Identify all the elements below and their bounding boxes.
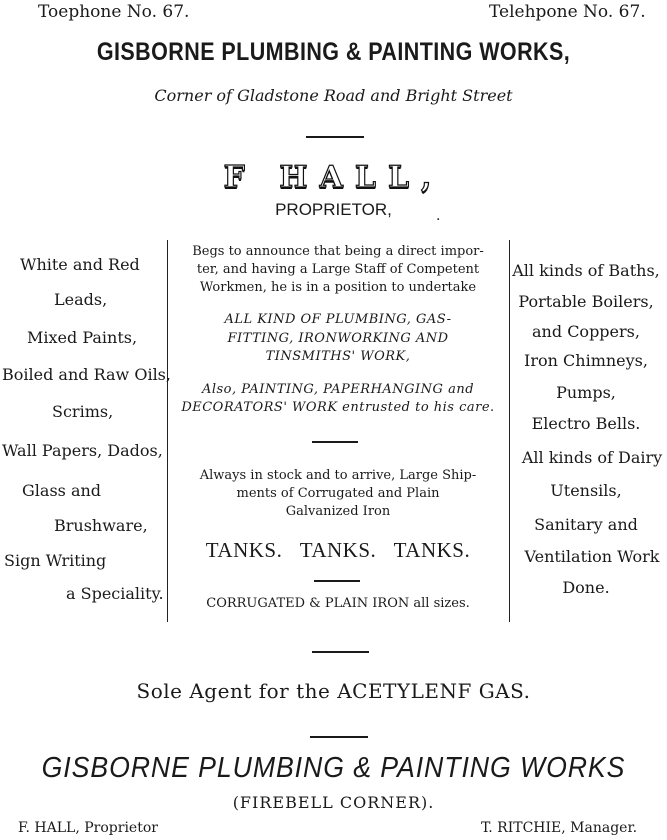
left-item: White and Red — [20, 255, 140, 274]
telephone-left: Toephonе No. 67. — [38, 2, 190, 22]
left-item: Leads, — [54, 290, 108, 309]
painting-services-line: Also, PAINTING, PAPERHANGING and — [201, 382, 475, 397]
proprietor-name: F HALL, — [223, 160, 444, 195]
right-item: All kinds of Dairy — [521, 448, 663, 467]
divider-center — [312, 441, 358, 443]
right-item: Utensils, — [550, 481, 622, 500]
left-item: Scrims, — [52, 402, 114, 421]
footer-title: GISBORNE PLUMBING & PAINTING WORKS — [41, 752, 626, 784]
footer-proprietor: F. HALL, Proprietor — [18, 820, 158, 836]
announcement-line: Workmen, he is in a position to undertake — [199, 280, 477, 295]
right-item: Portable Boilers, — [518, 292, 654, 311]
announcement-line: ter, and having a Large Staff of Competent — [196, 262, 480, 277]
plumbing-services-line: FITTING, IRONWORKING AND — [227, 331, 449, 346]
right-item: Done. — [562, 578, 610, 597]
right-item: Electro Bells. — [531, 414, 641, 433]
stock-line: Galvanized Iron — [285, 504, 391, 519]
left-item: Mixed Paints, — [27, 328, 138, 347]
proprietor-title: PROPRIETOR, — [275, 200, 392, 219]
plumbing-services-line: ALL KIND OF PLUMBING, GAS- — [224, 312, 452, 327]
address-line: Corner of Gladstone Road and Bright Street — [154, 86, 513, 105]
left-item: Brushware, — [54, 516, 148, 535]
business-title: GISBORNE PLUMBING & PAINTING WORKS, — [96, 38, 571, 66]
stock-line: ments of Corrugated and Plain — [236, 486, 440, 501]
corrugated-line: CORRUGATED & PLAIN IRON all sizes. — [206, 596, 470, 611]
plumbing-services-line: TINSMITHS' WORK, — [265, 349, 411, 364]
announcement-line: Begs to announce that being a direct impor- — [192, 244, 484, 259]
stock-line: Always in stock and to arrive, Large Ship- — [199, 468, 477, 483]
left-item: Wall Papers, Dados, — [2, 441, 163, 460]
divider-top — [306, 136, 364, 138]
right-item: All kinds of Baths, — [512, 261, 660, 280]
column-divider-left — [167, 240, 168, 622]
left-item: a Speciality. — [66, 584, 164, 603]
divider-bottom — [312, 651, 369, 653]
right-item: Sanitary and — [534, 515, 638, 534]
left-item: Glass and — [22, 481, 102, 500]
right-item: Pumps, — [556, 383, 616, 402]
right-item: Iron Chimneys, — [524, 351, 648, 370]
right-item: Ventilation Work — [524, 547, 660, 566]
painting-services-line: DECORATORS' WORK entrusted to his care. — [181, 400, 495, 415]
divider-footer — [310, 736, 368, 738]
left-item: Boiled and Raw Oils, — [2, 365, 171, 384]
footer-location: (FIREBELL CORNER). — [232, 793, 435, 812]
divider-tanks — [314, 580, 360, 582]
telephone-right: Telehpone No. 67. — [489, 2, 646, 22]
tanks-banner: TANKS. TANKS. TANKS. — [205, 538, 471, 562]
stray-mark: . — [436, 208, 441, 224]
left-item: Sign Writing — [4, 551, 107, 570]
right-item: and Coppers, — [532, 322, 640, 341]
footer-manager: T. RITCHIE, Manager. — [481, 820, 638, 836]
agent-line: Sole Agent for the ACETYLENF GAS. — [136, 679, 531, 703]
